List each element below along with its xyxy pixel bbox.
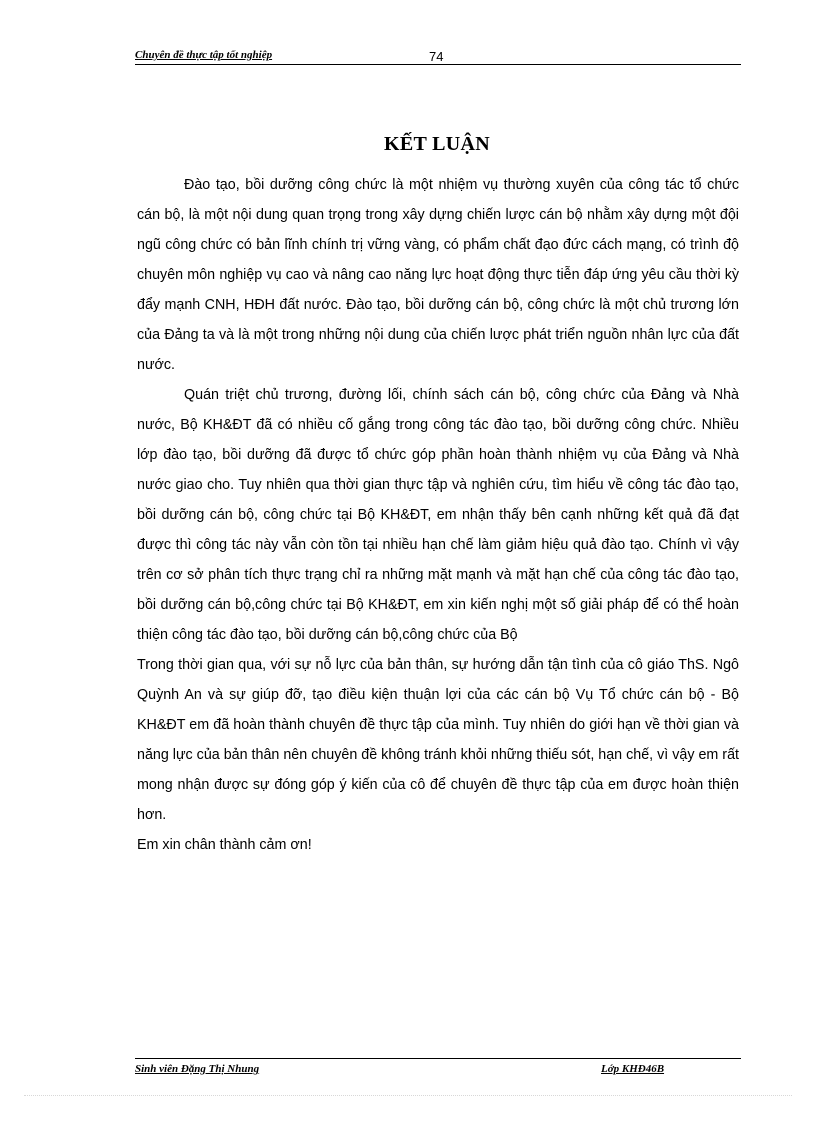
- page-footer: [135, 1058, 741, 1079]
- paragraph-intro: Đào tạo, bồi dưỡng công chức là một nhiệm vụ thường xuyên của công tác tổ chức cán bộ, là một nội dung quan trọng trong xây dựng chiến lược cán bộ nhằm xây dựng một đội ngũ công chức có bản lĩnh chính trị vững vàng, có phẩm chất đạo đức cách mạng, có trình độ chuyên môn nghiệp vụ cao và nâng cao năng lực hoạt động thực tiễn đáp ứng yêu cầu thời kỳ đẩy mạnh CNH, HĐH đất nước. Đào tạo, bồi dưỡng cán bộ, công chức là một chủ trương lớn của Đảng ta và là một trong những nội dung của chiến lược phát triển nguồn nhân lực của đất nước.: [137, 177, 739, 373]
- document-body: [137, 170, 739, 860]
- page-bottom-divider: [24, 1095, 792, 1096]
- paragraph-analysis: Quán triệt chủ trương, đường lối, chính sách cán bộ, công chức của Đảng và Nhà nước, Bộ KH&ĐT đã có nhiều cố gắng trong công tác đào tạo, bồi dưỡng công chức. Nhiều lớp đào tạo, bồi dưỡng đã được tổ chức góp phần hoàn thành nhiệm vụ của Đảng và Nhà nước giao cho. Tuy nhiên qua thời gian thực tập và nghiên cứu, tìm hiểu về công tác đào tạo, bồi dưỡng cán bộ, công chức tại Bộ KH&ĐT, em nhận thấy bên cạnh những kết quả đã đạt được thì công tác này vẫn còn tồn tại nhiều hạn chế làm giảm hiệu quả đào tạo. Chính vì vậy trên cơ sở phân tích thực trạng chỉ ra những mặt mạnh và mặt hạn chế của công tác đào tạo, bồi dưỡng cán bộ,công chức tại Bộ KH&ĐT, em xin kiến nghị một số giải pháp để có thể hoàn thiện công tác đào tạo, bồi dưỡng cán bộ,công chức của Bộ: [137, 387, 739, 643]
- page-header: [135, 48, 741, 65]
- header-title: Chuyên đề thực tập tốt nghiệp: [135, 49, 273, 61]
- document-title: KẾT LUẬN: [384, 133, 490, 155]
- footer-student: Sinh viên Đặng Thị Nhung: [135, 1063, 260, 1075]
- page-number: 74: [429, 49, 444, 64]
- paragraph-thanks: Em xin chân thành cảm ơn!: [137, 837, 312, 853]
- footer-class: Lớp KHĐ46B: [601, 1063, 665, 1075]
- paragraph-acknowledgement: Trong thời gian qua, với sự nỗ lực của bản thân, sự hướng dẫn tận tình của cô giáo ThS. Ngô Quỳnh An và sự giúp đỡ, tạo điều kiện thuận lợi của các cán bộ Vụ Tổ chức cán bộ - Bộ KH&ĐT em đã hoàn thành chuyên đề thực tập của mình. Tuy nhiên do giới hạn về thời gian và năng lực của bản thân nên chuyên đề không tránh khỏi những thiếu sót, hạn chế, vì vậy em rất mong nhận được sự đóng góp ý kiến của cô để chuyên đề thực tập của em được hoàn thiện hơn.: [137, 657, 739, 823]
